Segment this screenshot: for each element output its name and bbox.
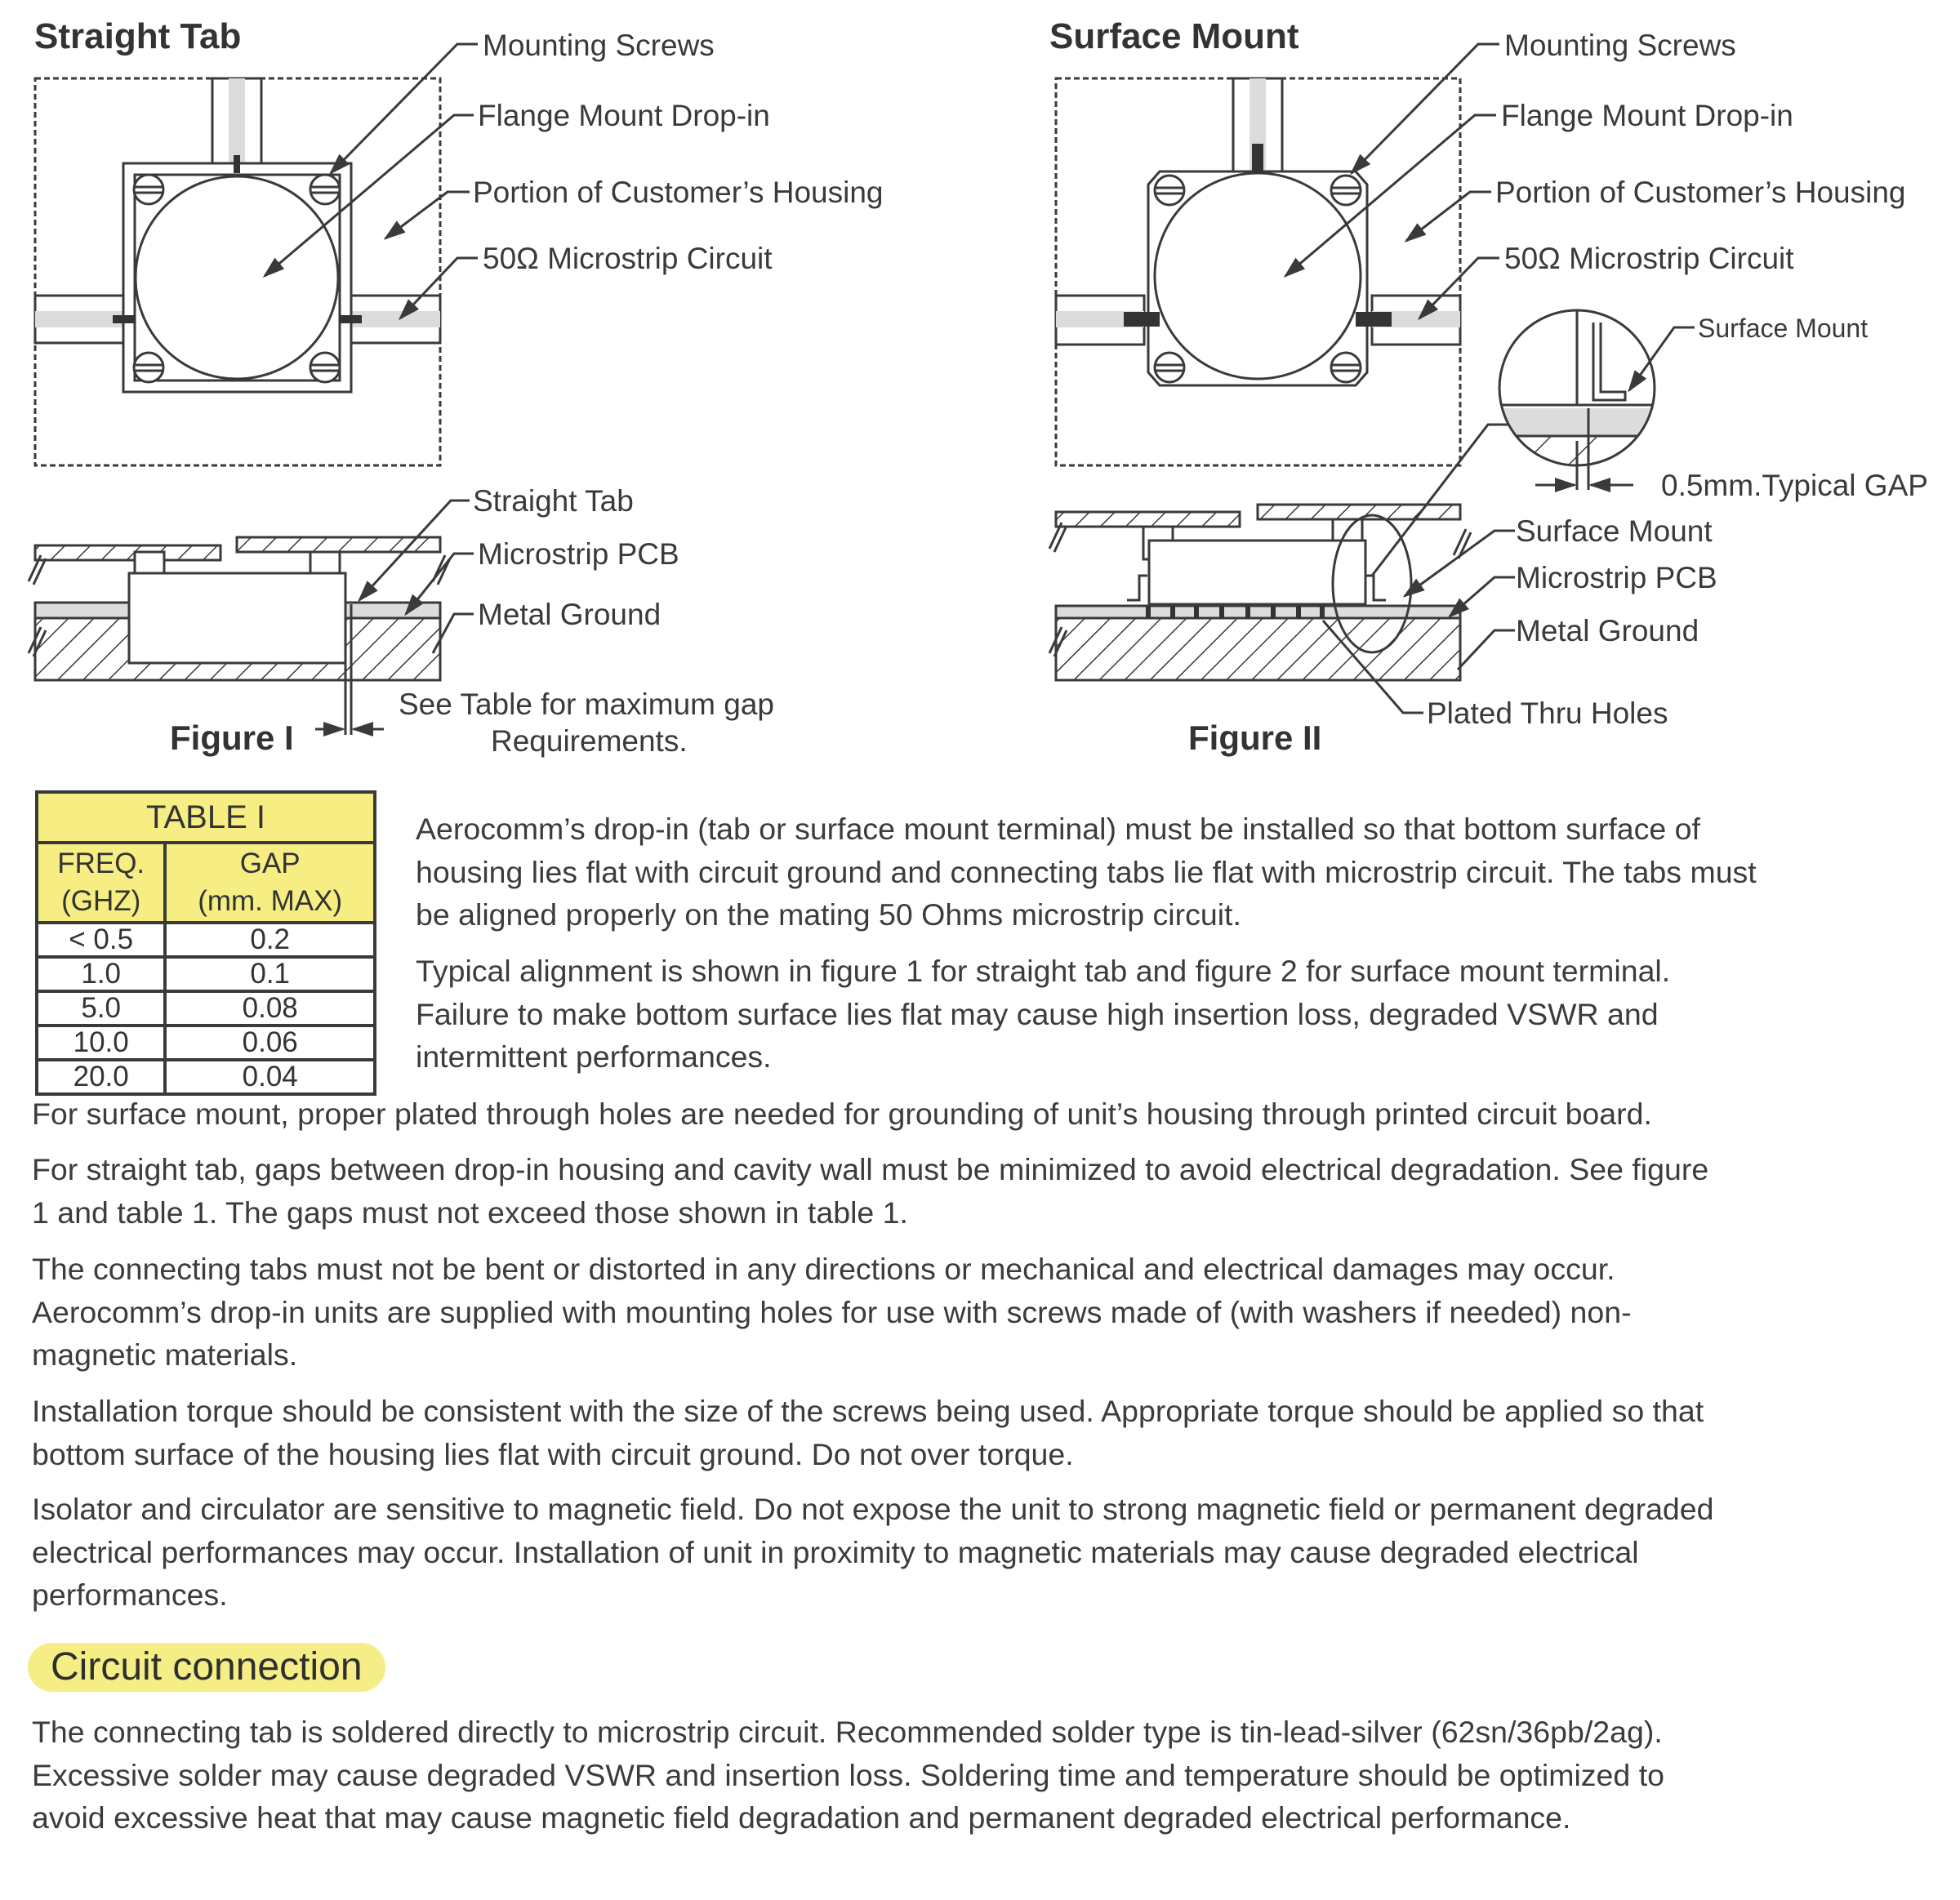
table-row <box>37 1060 375 1094</box>
text-line: housing lies flat with circuit ground and connecting tabs lie flat with microstrip circuit. The tabs must <box>416 854 1757 889</box>
freq-cell: 10.0 <box>37 1026 165 1060</box>
callout-mounting-screws: Mounting Screws <box>1504 29 1736 62</box>
callout-surface-mount: Surface Mount <box>1516 514 1713 548</box>
text-line: electrical performances may occur. Installation of unit in proximity to magnetic materials may cause degraded electrical <box>32 1534 1639 1569</box>
paragraph-plated-holes <box>32 1092 1935 1136</box>
text-line: Isolator and circulator are sensitive to magnetic field. Do not expose the unit to strong magnetic field or permanent degraded <box>32 1492 1714 1526</box>
text-line: Installation torque should be consistent with the size of the screws being used. Appropriate torque should be applied so that <box>32 1394 1704 1428</box>
text-line: avoid excessive heat that may cause magnetic field degradation and permanent degraded electrical performance. <box>32 1800 1571 1835</box>
column-header-gap-line1: GAP <box>239 848 301 879</box>
gap-note-line2: Requirements. <box>491 724 688 758</box>
text-line: be aligned properly on the mating 50 Ohms microstrip circuit. <box>416 897 1241 932</box>
gap-cell: 0.08 <box>165 991 375 1026</box>
figure2-caption: Figure II <box>1188 719 1322 757</box>
table-row <box>37 991 375 1026</box>
figure2-cross-section <box>1049 505 1515 713</box>
column-header-gap <box>165 843 375 923</box>
gap-cell: 0.2 <box>165 923 375 957</box>
text-line: magnetic materials. <box>32 1337 298 1372</box>
paragraph-circuit-connection <box>32 1711 1935 1840</box>
text-line: performances. <box>32 1577 228 1612</box>
callout-plated-thru-holes: Plated Thru Holes <box>1427 696 1668 730</box>
gap-note-line1: See Table for maximum gap <box>399 687 774 721</box>
text-line: For surface mount, proper plated through holes are needed for grounding of unit’s housing through printed circuit board. <box>32 1097 1652 1131</box>
table-row <box>37 923 375 957</box>
callout-metal-ground: Metal Ground <box>1516 614 1699 647</box>
text-line: Aerocomm’s drop-in units are supplied with mounting holes for use with screws made of (with washers if needed) non- <box>32 1294 1632 1329</box>
text-line: bottom surface of the housing lies flat with circuit ground. Do not over torque. <box>32 1436 1074 1471</box>
freq-cell: 1.0 <box>37 957 165 991</box>
figure1-title: Straight Tab <box>34 16 242 56</box>
column-header-gap-line2: (mm. MAX) <box>198 885 343 917</box>
paragraph-installation <box>416 808 1927 937</box>
paragraph-tabs <box>32 1248 1935 1377</box>
text-line: The connecting tabs must not be bent or distorted in any directions or mechanical and electrical damages may occur. <box>32 1252 1615 1286</box>
callout-flange-mount: Flange Mount Drop-in <box>478 99 770 132</box>
callout-customer-housing: Portion of Customer’s Housing <box>1495 176 1906 209</box>
figure1-caption: Figure I <box>170 719 294 757</box>
section-heading-circuit-connection: Circuit connection <box>28 1643 385 1692</box>
column-header-freq <box>37 843 165 923</box>
drop-in-housing <box>129 573 345 663</box>
text-line: The connecting tab is soldered directly to microstrip circuit. Recommended solder type is tin-lead-silver (62sn/36pb/2ag). <box>32 1715 1663 1749</box>
table-row <box>37 1026 375 1060</box>
text-line: Excessive solder may cause degraded VSWR and insertion loss. Soldering time and temperature should be optimized to <box>32 1757 1664 1792</box>
text-line: For straight tab, gaps between drop-in housing and cavity wall must be minimized to avoid electrical degradation. See figure <box>32 1152 1709 1186</box>
column-header-freq-line1: FREQ. <box>57 848 145 879</box>
text-line: 1 and table 1. The gaps must not exceed those shown in table 1. <box>32 1195 908 1230</box>
table-row <box>37 957 375 991</box>
text-line: intermittent performances. <box>416 1039 772 1074</box>
callout-flange-mount: Flange Mount Drop-in <box>1501 99 1793 132</box>
freq-cell: 5.0 <box>37 991 165 1026</box>
gap-table <box>35 790 376 1096</box>
callout-metal-ground: Metal Ground <box>478 598 662 631</box>
callout-microstrip-circuit: 50Ω Microstrip Circuit <box>483 242 773 275</box>
text-line: Typical alignment is shown in figure 1 for straight tab and figure 2 for surface mount terminal. <box>416 954 1671 988</box>
callout-microstrip-pcb: Microstrip PCB <box>478 537 679 571</box>
callout-microstrip-pcb: Microstrip PCB <box>1516 561 1717 594</box>
paragraph-alignment <box>416 950 1927 1079</box>
figure2-title: Surface Mount <box>1049 16 1299 56</box>
callout-customer-housing: Portion of Customer’s Housing <box>473 176 884 209</box>
freq-cell: < 0.5 <box>37 923 165 957</box>
figure1-top-view <box>35 44 478 465</box>
detail-gap-label: 0.5mm.Typical GAP <box>1661 469 1928 502</box>
drop-in-body <box>136 176 338 379</box>
microstrip-pcb <box>1056 606 1460 618</box>
column-header-freq-line2: (GHZ) <box>61 885 141 917</box>
table-title: TABLE I <box>37 792 375 843</box>
callout-microstrip-circuit: 50Ω Microstrip Circuit <box>1504 242 1794 275</box>
paragraph-magnetic <box>32 1488 1935 1617</box>
callout-mounting-screws: Mounting Screws <box>483 29 715 62</box>
gap-cell: 0.04 <box>165 1060 375 1094</box>
freq-cell: 20.0 <box>37 1060 165 1094</box>
detail-surface-mount-label: Surface Mount <box>1698 314 1869 343</box>
paragraph-torque <box>32 1390 1935 1475</box>
callout-straight-tab: Straight Tab <box>473 484 634 518</box>
metal-ground <box>1056 618 1460 680</box>
text-line: Failure to make bottom surface lies flat may cause high insertion loss, degraded VSWR and <box>416 996 1659 1031</box>
gap-cell: 0.06 <box>165 1026 375 1060</box>
gap-cell: 0.1 <box>165 957 375 991</box>
text-line: Aerocomm’s drop-in (tab or surface mount terminal) must be installed so that bottom surface of <box>416 812 1700 846</box>
paragraph-gaps <box>32 1148 1935 1234</box>
figure2-top-view <box>1056 44 1499 465</box>
